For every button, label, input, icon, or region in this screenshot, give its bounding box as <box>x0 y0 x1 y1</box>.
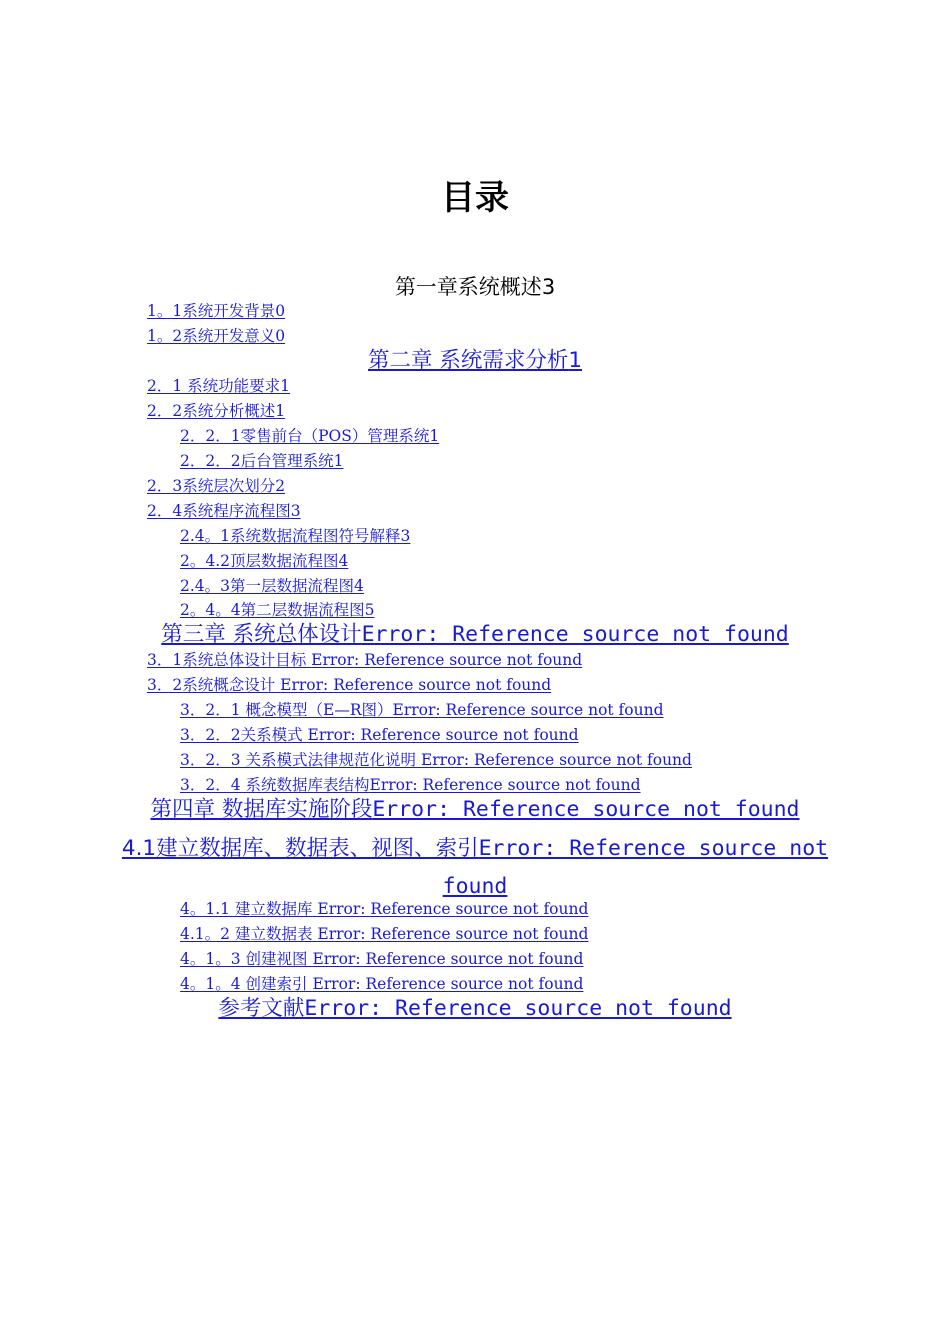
toc-entry-page: Error: Reference source not found <box>311 651 583 669</box>
toc-entry-label: 2．3系统层次划分 <box>147 477 276 495</box>
toc-link-3-1[interactable] <box>147 651 582 669</box>
page-title: 目录 <box>441 178 509 218</box>
toc-entry-label: 2.4。3第一层数据流程图 <box>180 577 355 595</box>
toc-entry-label: 2．1 系统功能要求 <box>147 377 281 395</box>
toc-link-2-3[interactable] <box>147 477 285 495</box>
toc-chapter-page: 1 <box>568 348 583 373</box>
toc-entry-label: 1。2系统开发意义 <box>147 327 276 345</box>
toc-entry-page: 0 <box>275 302 286 320</box>
toc-link-chapter-2[interactable] <box>368 348 582 373</box>
toc-entry-page: 1 <box>333 452 344 470</box>
toc-entry-label: 3．2．4 系统数据库表结构 <box>180 776 370 794</box>
toc-entry-label: 3．2．1 概念模型（E—R图） <box>180 701 393 719</box>
toc-link-2-4-1[interactable] <box>180 527 410 545</box>
toc-entry-4-1[interactable] <box>110 830 840 906</box>
toc-entry-2-4-1[interactable] <box>180 525 410 547</box>
toc-entry-2-2-2[interactable] <box>180 450 343 472</box>
toc-link-2-2-2[interactable] <box>180 452 343 470</box>
toc-entry-label: 3．2．3 关系模式法律规范化说明 <box>180 751 417 769</box>
toc-entry-page: 5 <box>364 601 375 619</box>
toc-entry-3-2-1[interactable] <box>180 699 664 721</box>
toc-link-2-4-2[interactable] <box>180 552 348 570</box>
toc-entry-3-2-2[interactable] <box>180 724 579 746</box>
toc-link-1-1[interactable] <box>147 302 285 320</box>
toc-entry-4-1-2[interactable] <box>180 923 588 945</box>
toc-chapter-1 <box>0 272 950 302</box>
toc-link-2-4-4[interactable] <box>180 601 374 619</box>
toc-entry-page: 2 <box>275 477 286 495</box>
toc-entry-label: 2．2系统分析概述 <box>147 402 276 420</box>
toc-entry-label: 4。1.1 建立数据库 <box>180 900 313 918</box>
toc-entry-page: 1 <box>280 377 291 395</box>
toc-entry-label: 2。4.2顶层数据流程图 <box>180 552 339 570</box>
toc-chapter-label: 第三章 系统总体设计 <box>161 622 362 647</box>
toc-link-references[interactable] <box>218 996 731 1021</box>
toc-entry-3-2[interactable] <box>147 674 551 696</box>
toc-chapter-4[interactable] <box>0 795 950 825</box>
toc-entry-page: Error: Reference source not found <box>312 975 584 993</box>
toc-entry-label: 2．2．2后台管理系统 <box>180 452 334 470</box>
toc-chapter-page: Error: Reference source not found <box>361 622 789 647</box>
toc-link-3-2-4[interactable] <box>180 776 641 794</box>
toc-chapter-label: 第二章 系统需求分析 <box>367 348 569 373</box>
toc-entry-2-4-2[interactable] <box>180 550 348 572</box>
toc-entry-page: 3 <box>290 502 301 520</box>
toc-entry-page: Error: Reference source not found <box>317 900 589 918</box>
toc-link-3-2[interactable] <box>147 676 551 694</box>
toc-link-2-1[interactable] <box>147 377 290 395</box>
toc-entry-page: 1 <box>275 402 286 420</box>
toc-entry-page: Error: Reference source not found <box>442 836 829 899</box>
toc-entry-label: 1。1系统开发背景 <box>147 302 276 320</box>
toc-entry-label: 2。4。4第二层数据流程图 <box>180 601 365 619</box>
toc-chapter-1-page: 3 <box>541 275 556 299</box>
toc-entry-label: 2.4。1系统数据流程图符号解释 <box>180 527 401 545</box>
toc-link-4-1-4[interactable] <box>180 975 583 993</box>
toc-entry-4-1-1[interactable] <box>180 898 588 920</box>
toc-link-chapter-3[interactable] <box>161 622 789 647</box>
toc-entry-2-4-4[interactable] <box>180 599 374 621</box>
toc-link-3-2-2[interactable] <box>180 726 579 744</box>
toc-entry-page: 1 <box>429 427 440 445</box>
toc-chapter-2[interactable] <box>0 346 950 376</box>
toc-entry-page: Error: Reference source not found <box>369 776 641 794</box>
toc-entry-1-1[interactable] <box>147 300 285 322</box>
toc-entry-1-2[interactable] <box>147 325 285 347</box>
toc-references[interactable] <box>0 994 950 1024</box>
toc-entry-2-4-3[interactable] <box>180 575 364 597</box>
toc-entry-page: 3 <box>400 527 411 545</box>
toc-link-2-4-3[interactable] <box>180 577 364 595</box>
toc-entry-label: 3．2．2关系模式 <box>180 726 303 744</box>
toc-entry-page: Error: Reference source not found <box>307 726 579 744</box>
toc-entry-label: 4。1。4 创建索引 <box>180 975 308 993</box>
toc-entry-2-3[interactable] <box>147 475 285 497</box>
toc-link-3-2-1[interactable] <box>180 701 664 719</box>
toc-entry-2-1[interactable] <box>147 375 290 397</box>
toc-entry-page: Error: Reference source not found <box>280 676 552 694</box>
toc-link-chapter-4[interactable] <box>151 797 800 822</box>
toc-entry-3-2-4[interactable] <box>180 774 641 796</box>
toc-entry-label: 3．1系统总体设计目标 <box>147 651 307 669</box>
toc-entry-label: 4.1建立数据库、数据表、视图、索引 <box>121 836 479 861</box>
toc-link-4-1-2[interactable] <box>180 925 588 943</box>
toc-link-3-2-3[interactable] <box>180 751 692 769</box>
toc-entry-page: Error: Reference source not found <box>420 751 692 769</box>
toc-chapter-3[interactable] <box>0 620 950 650</box>
toc-link-1-2[interactable] <box>147 327 285 345</box>
toc-entry-4-1-3[interactable] <box>180 948 583 970</box>
toc-link-4-1[interactable] <box>122 836 828 899</box>
toc-link-2-4[interactable] <box>147 502 301 520</box>
toc-entry-2-2-1[interactable] <box>180 425 439 447</box>
toc-entry-page: Error: Reference source not found <box>312 950 584 968</box>
toc-entry-label: 3．2系统概念设计 <box>147 676 276 694</box>
toc-entry-label: 4。1。3 创建视图 <box>180 950 308 968</box>
toc-entry-page: 0 <box>275 327 286 345</box>
toc-link-2-2[interactable] <box>147 402 285 420</box>
toc-entry-page: Error: Reference source not found <box>392 701 664 719</box>
toc-entry-label: 2．4系统程序流程图 <box>147 502 291 520</box>
toc-entry-3-1[interactable] <box>147 649 582 671</box>
toc-entry-2-2[interactable] <box>147 400 285 422</box>
toc-chapter-label: 第四章 数据库实施阶段 <box>150 797 373 822</box>
toc-chapter-label: 参考文献 <box>218 996 305 1021</box>
toc-link-4-1-1[interactable] <box>180 900 588 918</box>
toc-entry-3-2-3[interactable] <box>180 749 692 771</box>
toc-link-2-2-1[interactable] <box>180 427 439 445</box>
toc-entry-label: 2．2．1零售前台（POS）管理系统 <box>180 427 430 445</box>
toc-entry-4-1-4[interactable] <box>180 973 583 995</box>
toc-chapter-page: Error: Reference source not found <box>304 996 732 1021</box>
toc-entry-page: Error: Reference source not found <box>317 925 589 943</box>
toc-entry-page: 4 <box>354 577 364 595</box>
toc-link-4-1-3[interactable] <box>180 950 583 968</box>
toc-entry-2-4[interactable] <box>147 500 301 522</box>
toc-entry-label: 4.1。2 建立数据表 <box>180 925 313 943</box>
toc-entry-page: 4 <box>338 552 349 570</box>
toc-chapter-page: Error: Reference source not found <box>372 797 800 822</box>
toc-chapter-1-label: 第一章系统概述 <box>394 275 542 299</box>
